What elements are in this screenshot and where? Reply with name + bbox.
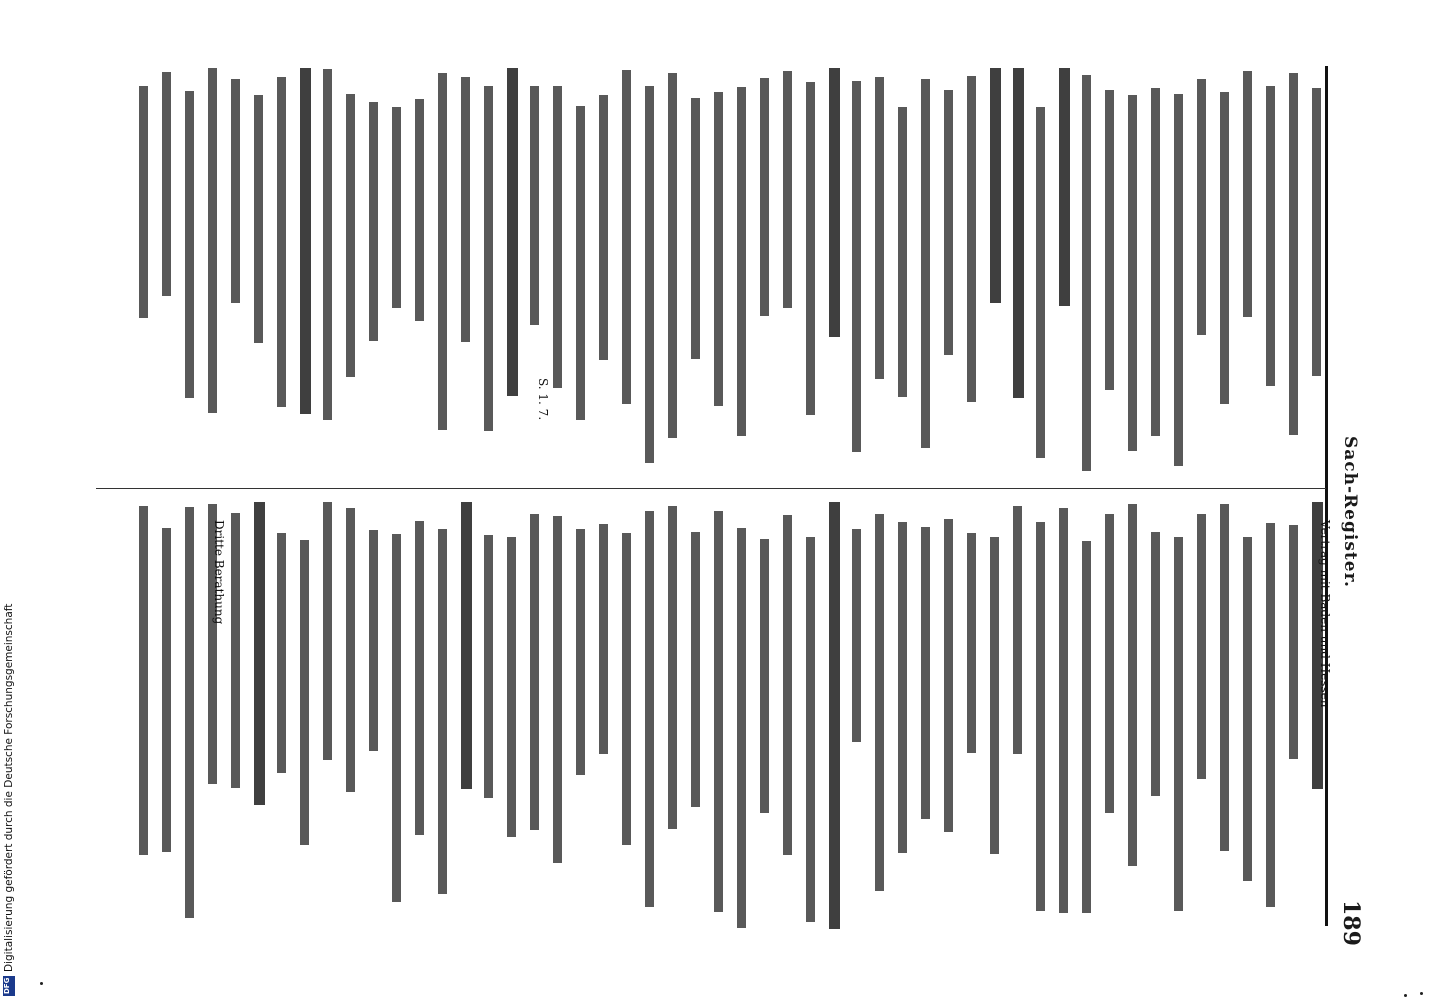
index-text-line [208,68,217,413]
index-text-line [898,522,907,853]
index-text-line [691,98,700,359]
index-text-line [553,86,562,388]
index-text-line [323,69,332,420]
index-text-line [1036,107,1045,458]
running-head: Sach-Register. [1340,436,1360,588]
index-text-line [576,529,585,775]
index-text-line [967,76,976,402]
index-text-line [530,86,539,325]
index-text-line [944,90,953,355]
index-text-line [668,73,677,438]
index-text-line [921,79,930,448]
index-text-line [1312,88,1321,376]
index-text-line [530,514,539,830]
scan-speck [1420,992,1423,995]
index-text-line [1243,71,1252,317]
index-text-line [714,92,723,406]
index-heading-line [300,68,311,414]
index-text-line [944,519,953,832]
index-heading-line [829,68,840,337]
index-text-line [415,99,424,321]
index-text-line [1197,79,1206,335]
index-heading-line [990,68,1001,303]
index-text-line [346,94,355,377]
index-heading-line [829,502,840,929]
index-text-line [1243,537,1252,881]
index-text-line [1013,506,1022,754]
index-text-line [1220,504,1229,851]
index-text-line [254,95,263,343]
column-divider [96,488,1326,489]
index-text-line [737,87,746,436]
index-text-line [1105,90,1114,390]
index-text-line [231,79,240,303]
index-text-line [231,513,240,788]
index-text-line [668,506,677,829]
scan-speck [40,982,43,985]
index-text-line [1082,75,1091,471]
dfg-logo: DFG [3,976,15,996]
index-text-line [1174,94,1183,466]
index-text-line [1197,514,1206,779]
index-text-line [392,107,401,308]
index-text-line [1151,88,1160,436]
index-text-line [714,511,723,912]
index-text-line [1128,95,1137,451]
index-text-line [875,77,884,379]
index-heading-line [254,502,265,805]
index-text-line [1266,523,1275,907]
index-text-line [737,528,746,928]
index-text-line [1128,504,1137,866]
index-text-line [162,528,171,852]
index-text-line [162,72,171,296]
credit-line [2,604,16,996]
header-rule [1325,66,1328,926]
index-text-line [760,78,769,316]
index-text-line [1174,537,1183,911]
scan-speck [1404,994,1407,997]
index-text-line [484,86,493,431]
index-text-line [691,532,700,807]
index-heading-line [461,502,472,789]
index-text-line [1289,525,1298,759]
index-text-line [898,107,907,397]
index-text-line [760,539,769,813]
snippet-right-heading: Vertrag mit Baden und Hessen [1318,520,1332,708]
index-heading-line [507,68,518,396]
snippet-dritte-berathung: Dritte Berathung [212,520,226,625]
index-text-line [1289,73,1298,435]
index-heading-line [1059,68,1070,306]
index-text-line [185,507,194,918]
index-text-line [1220,92,1229,404]
snippet-page-refs: S. 1. 7. [536,378,550,421]
index-text-line [484,535,493,798]
index-text-line [599,95,608,360]
index-text-line [139,506,148,855]
index-text-line [553,516,562,863]
index-text-line [599,524,608,754]
index-text-line [990,537,999,854]
index-text-line [1059,508,1068,913]
index-heading-line [1013,68,1024,398]
index-text-line [277,77,286,407]
index-text-line [139,86,148,318]
index-text-line [1266,86,1275,386]
index-text-line [438,529,447,894]
index-text-line [300,540,309,845]
index-text-line [369,530,378,751]
index-text-line [1036,522,1045,911]
index-text-line [622,70,631,404]
credit-text: Digitalisierung gefördert durch die Deutsche Forschungsgemeinschaft [3,604,15,973]
index-text-line [875,514,884,891]
index-text-line [277,533,286,773]
index-text-line [852,81,861,452]
index-text-line [323,502,332,760]
index-text-line [507,537,516,837]
index-text-line [645,511,654,907]
index-text-line [622,533,631,845]
index-text-line [921,527,930,819]
index-text-line [415,521,424,835]
page-number: 189 [1338,900,1364,946]
index-text-line [461,77,470,342]
index-text-line [645,86,654,463]
index-text-line [346,508,355,792]
index-text-line [185,91,194,398]
index-text-line [438,73,447,430]
index-text-line [783,71,792,308]
index-text-line [852,529,861,742]
index-text-line [783,515,792,855]
index-text-line [1105,514,1114,813]
index-text-line [576,106,585,420]
index-text-line [1082,541,1091,913]
index-text-line [806,82,815,415]
index-text-line [1151,532,1160,796]
index-text-line [806,537,815,922]
index-text-line [392,534,401,902]
index-text-line [967,533,976,753]
index-text-line [369,102,378,341]
